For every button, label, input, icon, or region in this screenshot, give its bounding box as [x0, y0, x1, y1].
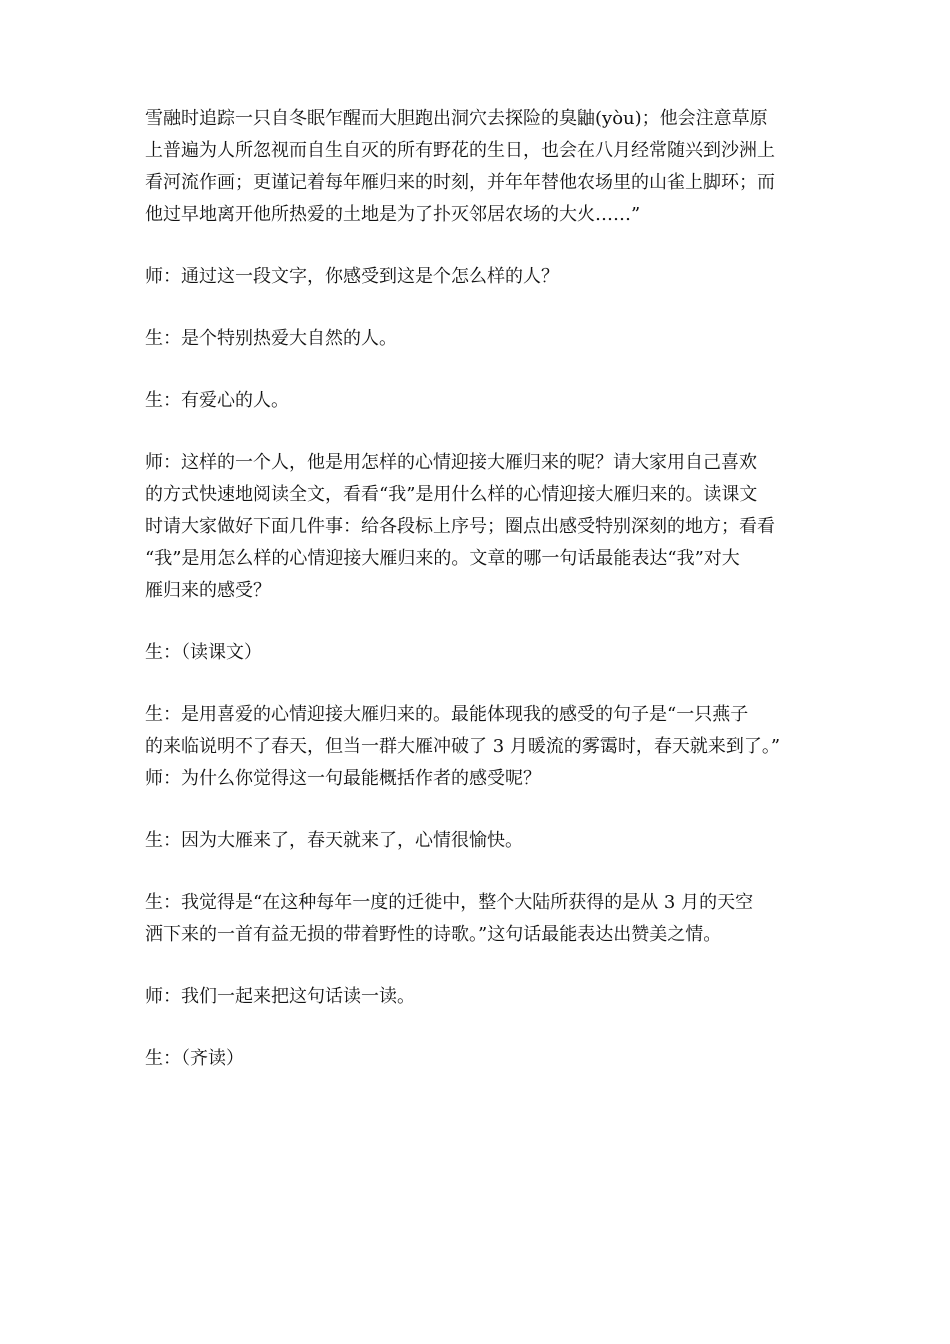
- text-line: 雪融时追踪一只自冬眠乍醒而大胆跑出洞穴去探险的臭鼬(yòu)；他会注意草原: [145, 108, 768, 129]
- text-line: 上普遍为人所忽视而自生自灭的所有野花的生日，也会在八月经常随兴到沙洲上: [145, 140, 775, 161]
- text-line: 生：是用喜爱的心情迎接大雁归来的。最能体现我的感受的句子是“一只燕子: [145, 704, 749, 725]
- text-line: 生：是个特别热爱大自然的人。: [145, 328, 397, 349]
- text-line: 生：我觉得是“在这种每年一度的迁徙中，整个大陆所获得的是从 3 月的天空: [145, 892, 754, 913]
- paragraph-student: [145, 385, 815, 417]
- text-line: 洒下来的一首有益无损的带着野性的诗歌。”这句话最能表达出赞美之情。: [145, 924, 722, 945]
- paragraph-teacher: [145, 981, 815, 1013]
- paragraph-narrative: [145, 103, 815, 231]
- paragraph-student: [145, 637, 815, 669]
- text-line: 生：有爱心的人。: [145, 390, 289, 411]
- text-line: 生：（读课文）: [145, 642, 262, 663]
- paragraph-student: [145, 887, 815, 951]
- text-line: 生：因为大雁来了，春天就来了，心情很愉快。: [145, 830, 523, 851]
- text-line: “我”是用怎么样的心情迎接大雁归来的。文章的哪一句话最能表达“我”对大: [145, 548, 740, 569]
- paragraph-student: [145, 1043, 815, 1075]
- text-line: 的方式快速地阅读全文，看看“我”是用什么样的心情迎接大雁归来的。读课文: [145, 484, 758, 505]
- text-line: 师：通过这一段文字，你感受到这是个怎么样的人？: [145, 266, 559, 287]
- text-line: 时请大家做好下面几件事：给各段标上序号；圈点出感受特别深刻的地方；看看: [145, 516, 775, 537]
- paragraph-teacher: [145, 261, 815, 293]
- text-line: 的来临说明不了春天，但当一群大雁冲破了 3 月暖流的雾霭时，春天就来到了。”: [145, 736, 781, 757]
- paragraph-student: [145, 825, 815, 857]
- text-line: 生：（齐读）: [145, 1048, 244, 1069]
- text-line: 他过早地离开他所热爱的土地是为了扑灭邻居农场的大火……”: [145, 204, 641, 225]
- text-line: 看河流作画；更谨记着每年雁归来的时刻，并年年替他农场里的山雀上脚环；而: [145, 172, 775, 193]
- paragraph-student: [145, 323, 815, 355]
- text-line: 师：我们一起来把这句话读一读。: [145, 986, 415, 1007]
- paragraph-teacher: [145, 447, 815, 607]
- text-line: 雁归来的感受？: [145, 580, 271, 601]
- paragraph-student: [145, 699, 815, 795]
- text-line: 师：为什么你觉得这一句最能概括作者的感受呢？: [145, 768, 541, 789]
- text-line: 师：这样的一个人，他是用怎样的心情迎接大雁归来的呢？请大家用自己喜欢: [145, 452, 757, 473]
- document-body: [145, 103, 815, 1105]
